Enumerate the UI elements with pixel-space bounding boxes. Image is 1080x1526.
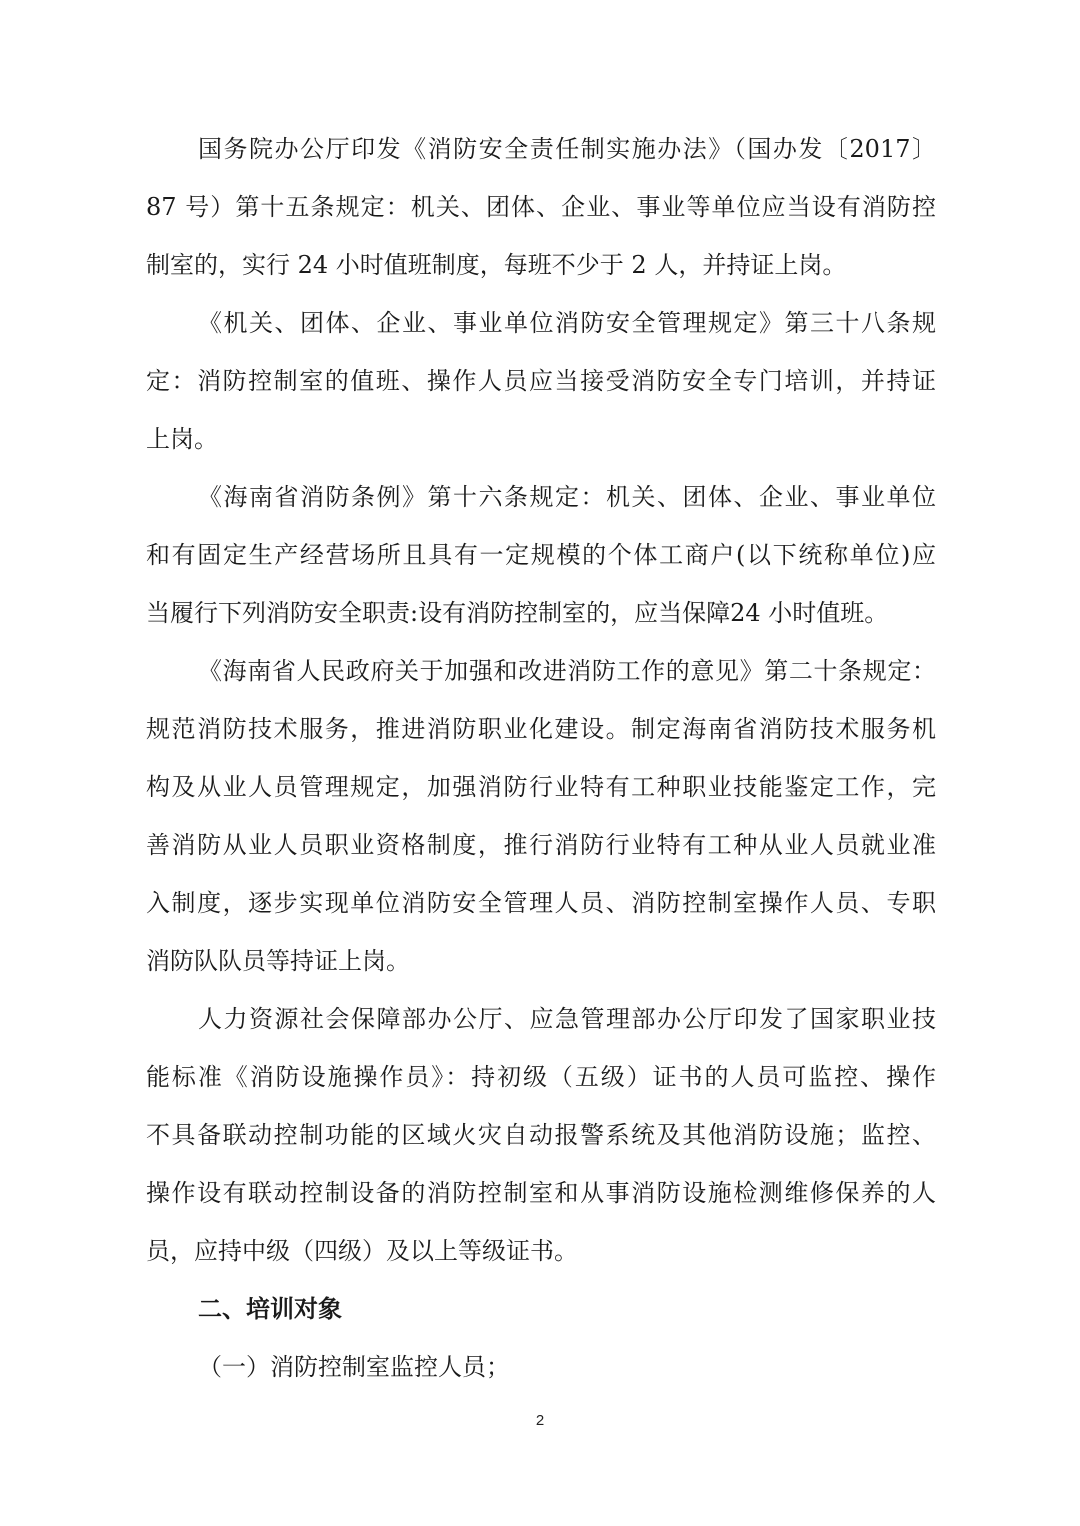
paragraph-5	[146, 990, 936, 1280]
paragraph-line: 制室的，实行 24 小时值班制度，每班不少于 2 人，并持证上岗。	[146, 251, 847, 279]
paragraph-line: 和有固定生产经营场所且具有一定规模的个体工商户(以下统称单位)应	[146, 541, 936, 569]
paragraph-line: 善消防从业人员职业资格制度，推行消防行业特有工种从业人员就业准	[146, 831, 936, 859]
paragraph-line: 能标准《消防设施操作员》：持初级（五级）证书的人员可监控、操作	[146, 1063, 936, 1091]
page-number: 2	[535, 1412, 545, 1429]
paragraph-line: 员，应持中级（四级）及以上等级证书。	[146, 1237, 578, 1265]
paragraph-line: 消防队队员等持证上岗。	[146, 947, 410, 975]
paragraph-line: 操作设有联动控制设备的消防控制室和从事消防设施检测维修保养的人	[146, 1179, 936, 1207]
paragraph-line: 入制度，逐步实现单位消防安全管理人员、消防控制室操作人员、专职	[146, 889, 936, 917]
paragraph-line: 《机关、团体、企业、事业单位消防安全管理规定》第三十八条规	[198, 309, 936, 337]
paragraph-line: 构及从业人员管理规定，加强消防行业特有工种职业技能鉴定工作，完	[146, 773, 936, 801]
paragraph-line: 上岗。	[146, 425, 218, 453]
paragraph-line: 国务院办公厅印发《消防安全责任制实施办法》（国办发〔2017〕	[198, 135, 936, 163]
paragraph-line: 人力资源社会保障部办公厅、应急管理部办公厅印发了国家职业技	[198, 1005, 936, 1033]
paragraph-line: 不具备联动控制功能的区域火灾自动报警系统及其他消防设施；监控、	[146, 1121, 936, 1149]
paragraph-1	[146, 120, 936, 294]
paragraph-2	[146, 294, 936, 468]
sub-item: （一）消防控制室监控人员；	[198, 1353, 510, 1381]
paragraph-3	[146, 468, 936, 642]
paragraph-line: 《海南省消防条例》第十六条规定：机关、团体、企业、事业单位	[198, 483, 936, 511]
paragraph-line: 87 号）第十五条规定：机关、团体、企业、事业等单位应当设有消防控	[146, 193, 936, 221]
paragraph-4	[146, 642, 936, 990]
paragraph-line: 定：消防控制室的值班、操作人员应当接受消防安全专门培训，并持证	[146, 367, 936, 395]
paragraph-line: 当履行下列消防安全职责:设有消防控制室的，应当保障24 小时值班。	[146, 599, 889, 627]
paragraph-line: 规范消防技术服务，推进消防职业化建设。制定海南省消防技术服务机	[146, 715, 936, 743]
section-heading: 二、培训对象	[198, 1295, 342, 1323]
paragraph-line: 《海南省人民政府关于加强和改进消防工作的意见》第二十条规定：	[198, 657, 936, 685]
document-body	[146, 120, 936, 1396]
